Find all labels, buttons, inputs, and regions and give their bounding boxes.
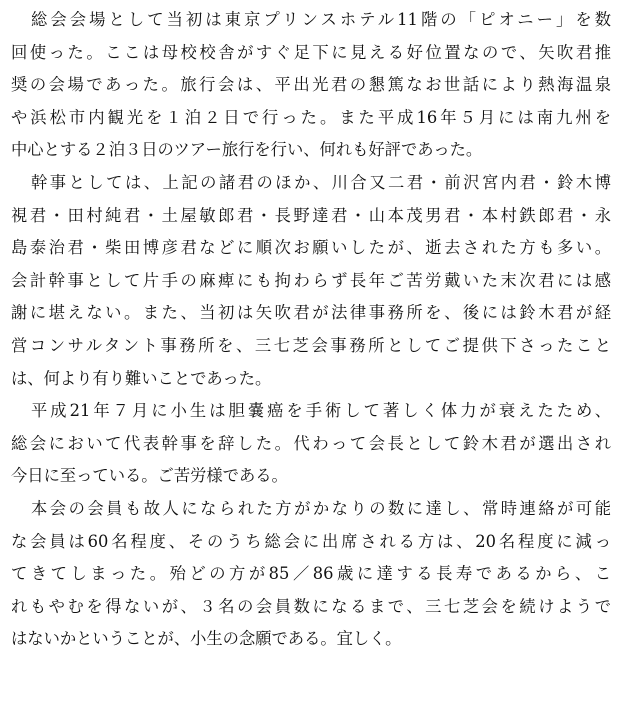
paragraph-resignation [11, 395, 611, 493]
text-line: 謝に堪えない。また、当初は矢吹君が法律事務所を、後には鈴木君が経 [11, 303, 611, 323]
text-line: 視君・田村純君・土屋敏郎君・長野達君・山本茂男君・本村鉄郎君・永 [11, 205, 611, 225]
text-line: 営コンサルタント事務所を、三七芝会事務所としてご提供下さったこと [11, 335, 611, 355]
text-line: れもやむを得ないが、３名の会員数になるまで、三七芝会を続けようで [11, 596, 611, 616]
text-line: 本会の会員も故人になられた方がかなりの数に達し、常時連絡が可能 [31, 498, 611, 518]
text-line: てきてしまった。殆どの方が85／86歳に達する長寿であるから、こ [11, 564, 611, 584]
text-line: はないかということが、小生の念願である。宜しく。 [11, 629, 402, 649]
text-line: 中心とする２泊３日のツアー旅行を行い、何れも好評であった。 [11, 140, 483, 160]
text-line: 会計幹事として片手の麻痺にも拘わらず長年ご苦労戴いた末次君には感 [11, 270, 611, 290]
text-line: 回使った。ここは母校校舎がすぐ足下に見える好位置なので、矢吹君推 [11, 42, 611, 62]
text-line: 今日に至っている。ご苦労様である。 [11, 466, 288, 486]
text-line: 総会において代表幹事を辞した。代わって会長として鈴木君が選出され [11, 433, 611, 453]
paragraph-venue-and-trips [11, 4, 611, 167]
text-line: 島泰治君・柴田博彦君などに順次お願いしたが、逝去された方も多い。 [11, 238, 611, 258]
text-line: や浜松市内観光を１泊２日で行った。また平成16年５月には南九州を [11, 107, 611, 127]
paragraph-members [11, 493, 611, 656]
text-line: は、何より有り難いことであった。 [11, 368, 272, 388]
text-line: 平成21年７月に小生は胆嚢癌を手術して著しく体力が衰えたため、 [31, 401, 611, 421]
text-line: な会員は60名程度、そのうち総会に出席される方は、20名程度に減っ [11, 531, 611, 551]
text-line: 奨の会場であった。旅行会は、平出光君の懇篤なお世話により熱海温泉 [11, 75, 611, 95]
text-line: 総会会場として当初は東京プリンスホテル11階の「ピオニー」を数 [31, 10, 611, 29]
text-line: 幹事としては、上記の諸君のほか、川合又二君・前沢宮内君・鈴木博 [31, 172, 611, 192]
document-body [11, 4, 611, 656]
paragraph-secretaries [11, 167, 611, 395]
